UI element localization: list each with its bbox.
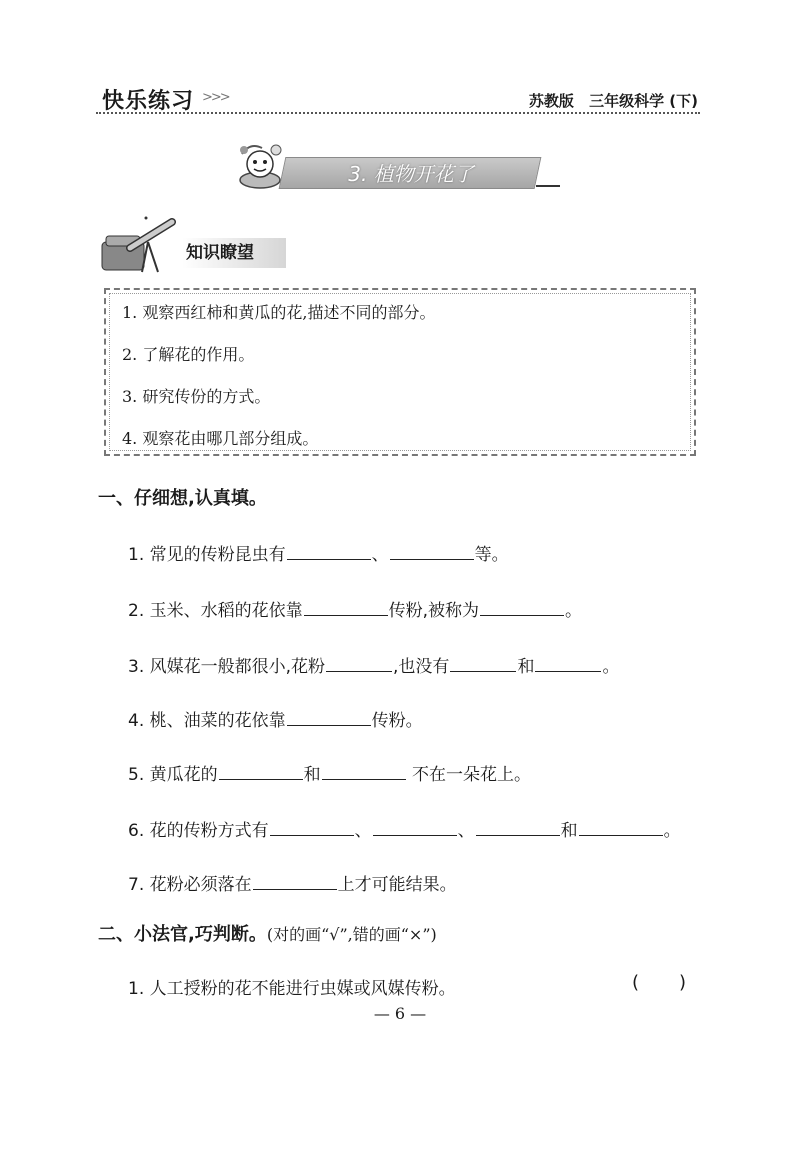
section2-title: 二、小法官,巧判断。(对的画“√”,错的画“×”)	[98, 924, 437, 945]
knowledge-heading: 知识瞭望	[182, 238, 286, 268]
answer-blank[interactable]	[304, 597, 388, 616]
chevron-arrows-icon: >>>	[202, 90, 229, 105]
question-1-6: 6. 花的传粉方式有 、 、 和 。	[128, 816, 681, 841]
answer-blank[interactable]	[450, 653, 516, 672]
answer-blank[interactable]	[287, 541, 371, 560]
answer-blank[interactable]	[476, 817, 560, 836]
page-number: — 6 —	[373, 1004, 427, 1023]
answer-blank[interactable]	[253, 871, 337, 890]
objective-item: 1. 观察西红柿和黄瓜的花,描述不同的部分。	[122, 303, 436, 322]
page-header	[96, 70, 700, 114]
answer-blank[interactable]	[270, 817, 354, 836]
edition-info	[529, 90, 698, 111]
banner-underline	[536, 185, 560, 187]
answer-blank[interactable]	[390, 541, 474, 560]
objective-item: 2. 了解花的作用。	[122, 345, 255, 364]
answer-blank[interactable]	[579, 817, 663, 836]
section1-title: 一、仔细想,认真填。	[98, 488, 267, 509]
objective-item: 3. 研究传份的方式。	[122, 387, 271, 406]
header-divider	[96, 112, 700, 114]
edition-label: 苏教版	[528, 92, 574, 110]
question-1-1: 1. 常见的传粉昆虫有 、 等。	[128, 540, 509, 565]
answer-parentheses[interactable]: ()	[632, 972, 727, 993]
lesson-title: 3. 植物开花了	[348, 162, 474, 186]
question-1-5: 5. 黄瓜花的 和 不在一朵花上。	[128, 760, 531, 785]
answer-blank[interactable]	[287, 707, 371, 726]
answer-blank[interactable]	[326, 653, 392, 672]
question-2-1: 1. 人工授粉的花不能进行虫媒或风媒传粉。	[128, 979, 456, 999]
objectives-box	[104, 288, 696, 456]
answer-blank[interactable]	[373, 817, 457, 836]
question-1-7: 7. 花粉必须落在 上才可能结果。	[128, 870, 457, 895]
section2-instruction: (对的画“√”,错的画“×”)	[266, 925, 437, 944]
series-title: 快乐练习	[102, 89, 195, 114]
grade-label: 三年级科学 (下)	[589, 92, 698, 110]
answer-blank[interactable]	[219, 761, 303, 780]
telescope-icon	[100, 212, 182, 274]
objective-item: 4. 观察花由哪几部分组成。	[122, 429, 319, 448]
answer-blank[interactable]	[322, 761, 406, 780]
question-1-3: 3. 风媒花一般都很小,花粉 ,也没有 和 。	[128, 652, 619, 677]
question-1-4: 4. 桃、油菜的花依靠 传粉。	[128, 706, 423, 731]
question-1-2: 2. 玉米、水稻的花依靠 传粉,被称为 。	[128, 596, 582, 621]
answer-blank[interactable]	[480, 597, 564, 616]
answer-blank[interactable]	[535, 653, 601, 672]
